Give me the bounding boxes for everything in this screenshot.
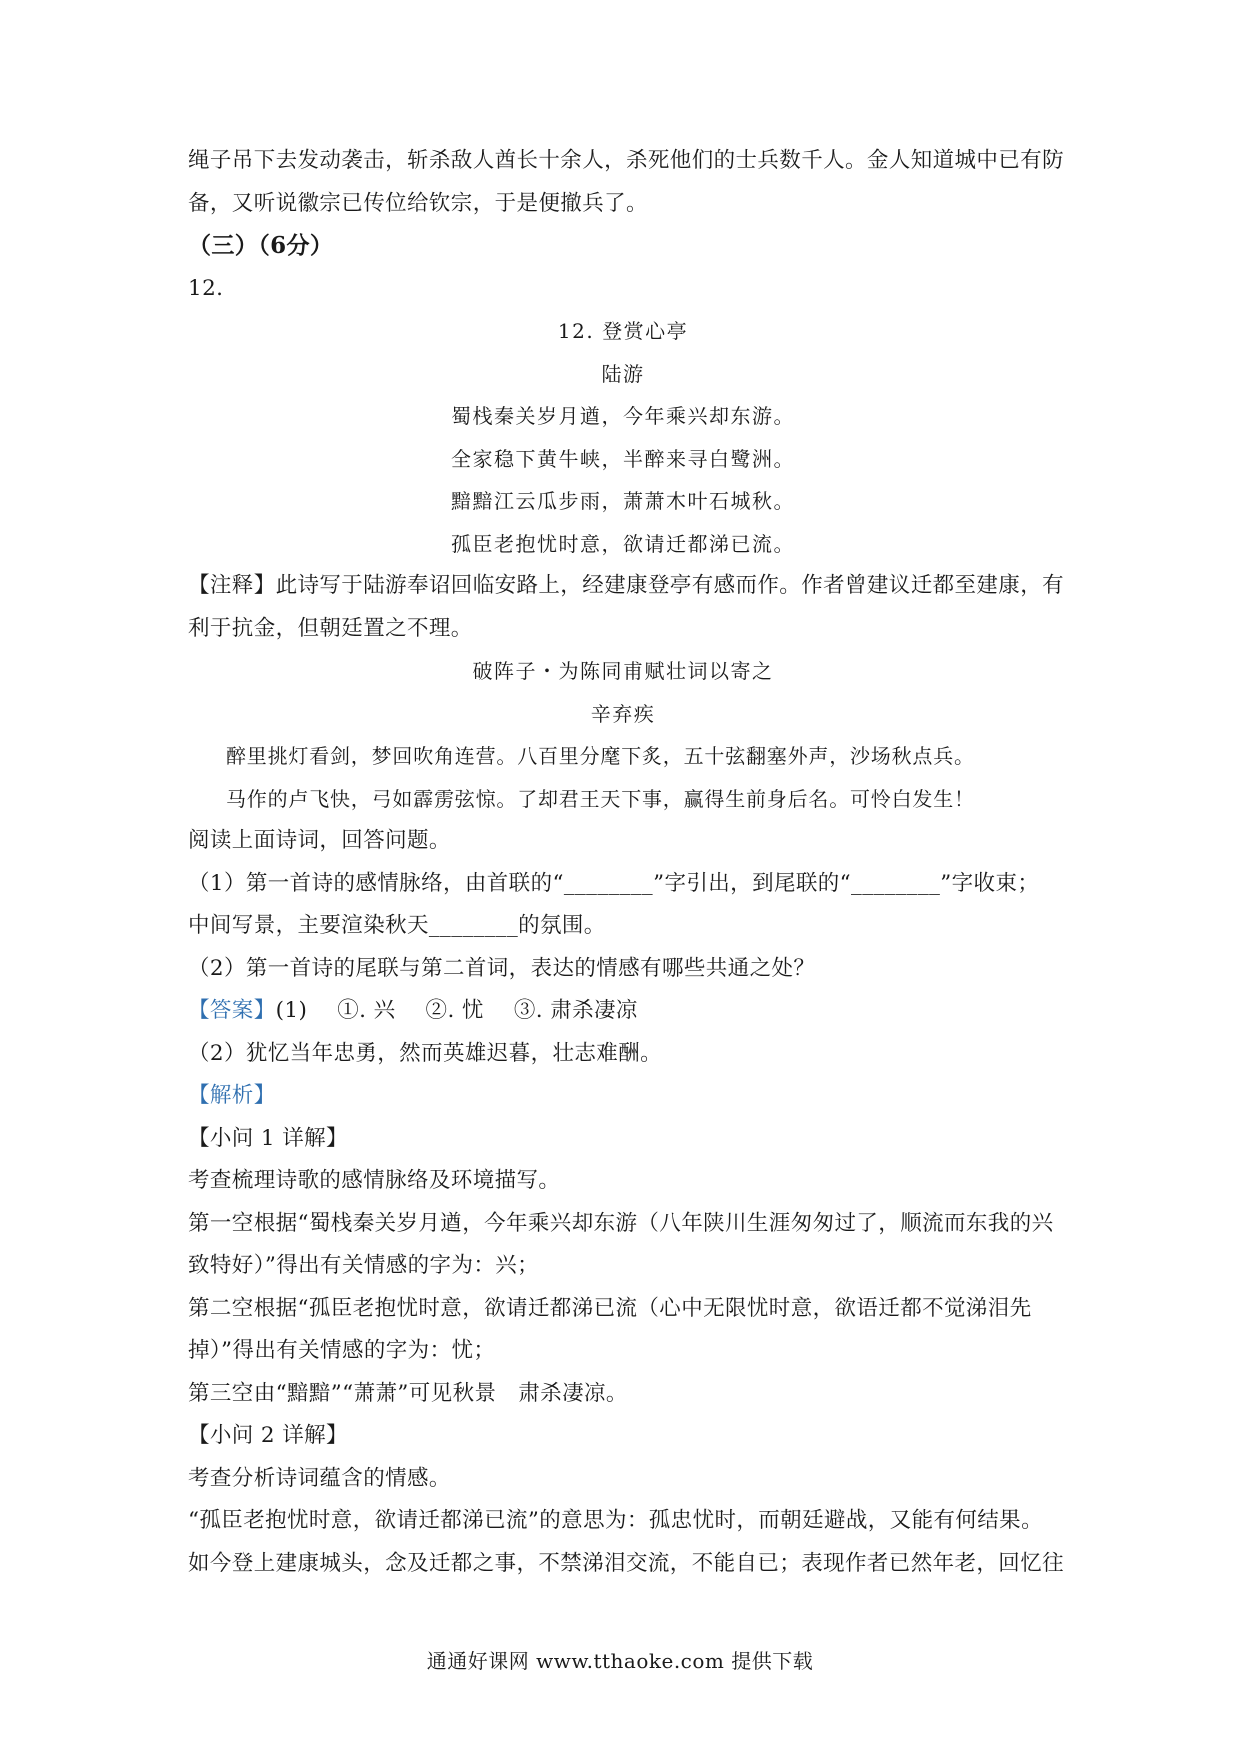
question-1-line: 中间写景，主要渲染秋天________的氛围。 (188, 913, 606, 938)
answer-line (188, 990, 1058, 1033)
analysis-line: 第三空由“黯黯”“萧萧”可见秋景 肃杀凄凉。 (188, 1380, 628, 1406)
question-1-line: （1）第一首诗的感情脉络，由首联的“________”字引出，到尾联的“________”字收束； (188, 870, 1040, 896)
analysis-line: 掉）”得出有关情感的字为：忧； (188, 1338, 496, 1363)
answer-part2: （2）犹忆当年忠勇，然而英雄迟暮，壮志难酬。 (188, 1040, 662, 1066)
answer-label: 【答案】 (188, 998, 276, 1023)
analysis-label: 【解析】 (188, 1083, 276, 1108)
answer-part1-prefix: (1) (275, 998, 308, 1023)
analysis-line: 第二空根据“孤臣老抱忧时意，欲请迁都涕已流（心中无限忧时意，欲语迁都不觉涕泪先 (188, 1295, 1032, 1321)
poem1-title: 12. 登赏心亭 (557, 319, 689, 343)
note-line: 利于抗金，但朝廷置之不理。 (188, 615, 473, 641)
analysis-line: 致特好）”得出有关情感的字为：兴； (188, 1253, 540, 1278)
poem1-line: 全家稳下黄牛峡，半醉来寻白鹭洲。 (451, 446, 795, 471)
intro-line: 绳子吊下去发动袭击，斩杀敌人酋长十余人，杀死他们的士兵数千人。金人知道城中已有防 (188, 148, 1065, 173)
note-line: 【注释】此诗写于陆游奉诏回临安路上，经建康登亭有感而作。作者曾建议迁都至建康，有 (188, 573, 1065, 598)
document-page (188, 140, 1065, 1585)
analysis-line: 考查分析诗词蕴含的情感。 (188, 1465, 451, 1491)
analysis-sub2-heading: 【小问 2 详解】 (188, 1423, 348, 1448)
poem2-title: 破阵子・为陈同甫赋壮词以寄之 (472, 659, 774, 683)
poem2-author: 辛弃疾 (590, 701, 656, 726)
analysis-line: 如今登上建康城头，念及迁都之事，不禁涕泪交流，不能自已；表现作者已然年老，回忆往 (188, 1550, 1065, 1576)
answer-item: ①. 兴 (337, 998, 396, 1023)
answer-item: ③. 肃杀凄凉 (513, 998, 638, 1023)
poem1-line: 孤臣老抱忧时意，欲请迁都涕已流。 (451, 531, 795, 556)
analysis-line: 考查梳理诗歌的感情脉络及环境描写。 (188, 1168, 561, 1193)
question-2: （2）第一首诗的尾联与第二首词，表达的情感有哪些共通之处？ (188, 955, 816, 981)
question-instruction: 阅读上面诗词，回答问题。 (188, 828, 451, 853)
answer-item: ②. 忧 (425, 998, 484, 1023)
analysis-line: 第一空根据“蜀栈秦关岁月遒，今年乘兴却东游（八年陕川生涯匆匆过了，顺流而东我的兴 (188, 1210, 1054, 1236)
poem2-line: 醉里挑灯看剑，梦回吹角连营。八百里分麾下炙，五十弦翻塞外声，沙场秋点兵。 (226, 744, 975, 768)
poem1-line: 蜀栈秦关岁月遒，今年乘兴却东游。 (451, 404, 795, 428)
intro-line: 备，又听说徽宗已传位给钦宗，于是便撤兵了。 (188, 190, 648, 216)
section-heading: （三）（6分） (188, 232, 334, 259)
analysis-sub1-heading: 【小问 1 详解】 (188, 1125, 348, 1151)
poem1-line: 黯黯江云瓜步雨，萧萧木叶石城秋。 (451, 489, 795, 513)
poem2-line: 马作的卢飞快，弓如霹雳弦惊。了却君王天下事，赢得生前身后名。可怜白发生！ (226, 786, 975, 811)
question-number: 12. (188, 275, 224, 301)
analysis-line: “孤臣老抱忧时意，欲请迁都涕已流”的意思为：孤忠忧时，而朝廷避战，又能有何结果。 (188, 1508, 1043, 1533)
poem1-author: 陆游 (601, 361, 645, 386)
page-footer: 通通好课网 www.tthaoke.com 提供下载 (426, 1649, 814, 1673)
